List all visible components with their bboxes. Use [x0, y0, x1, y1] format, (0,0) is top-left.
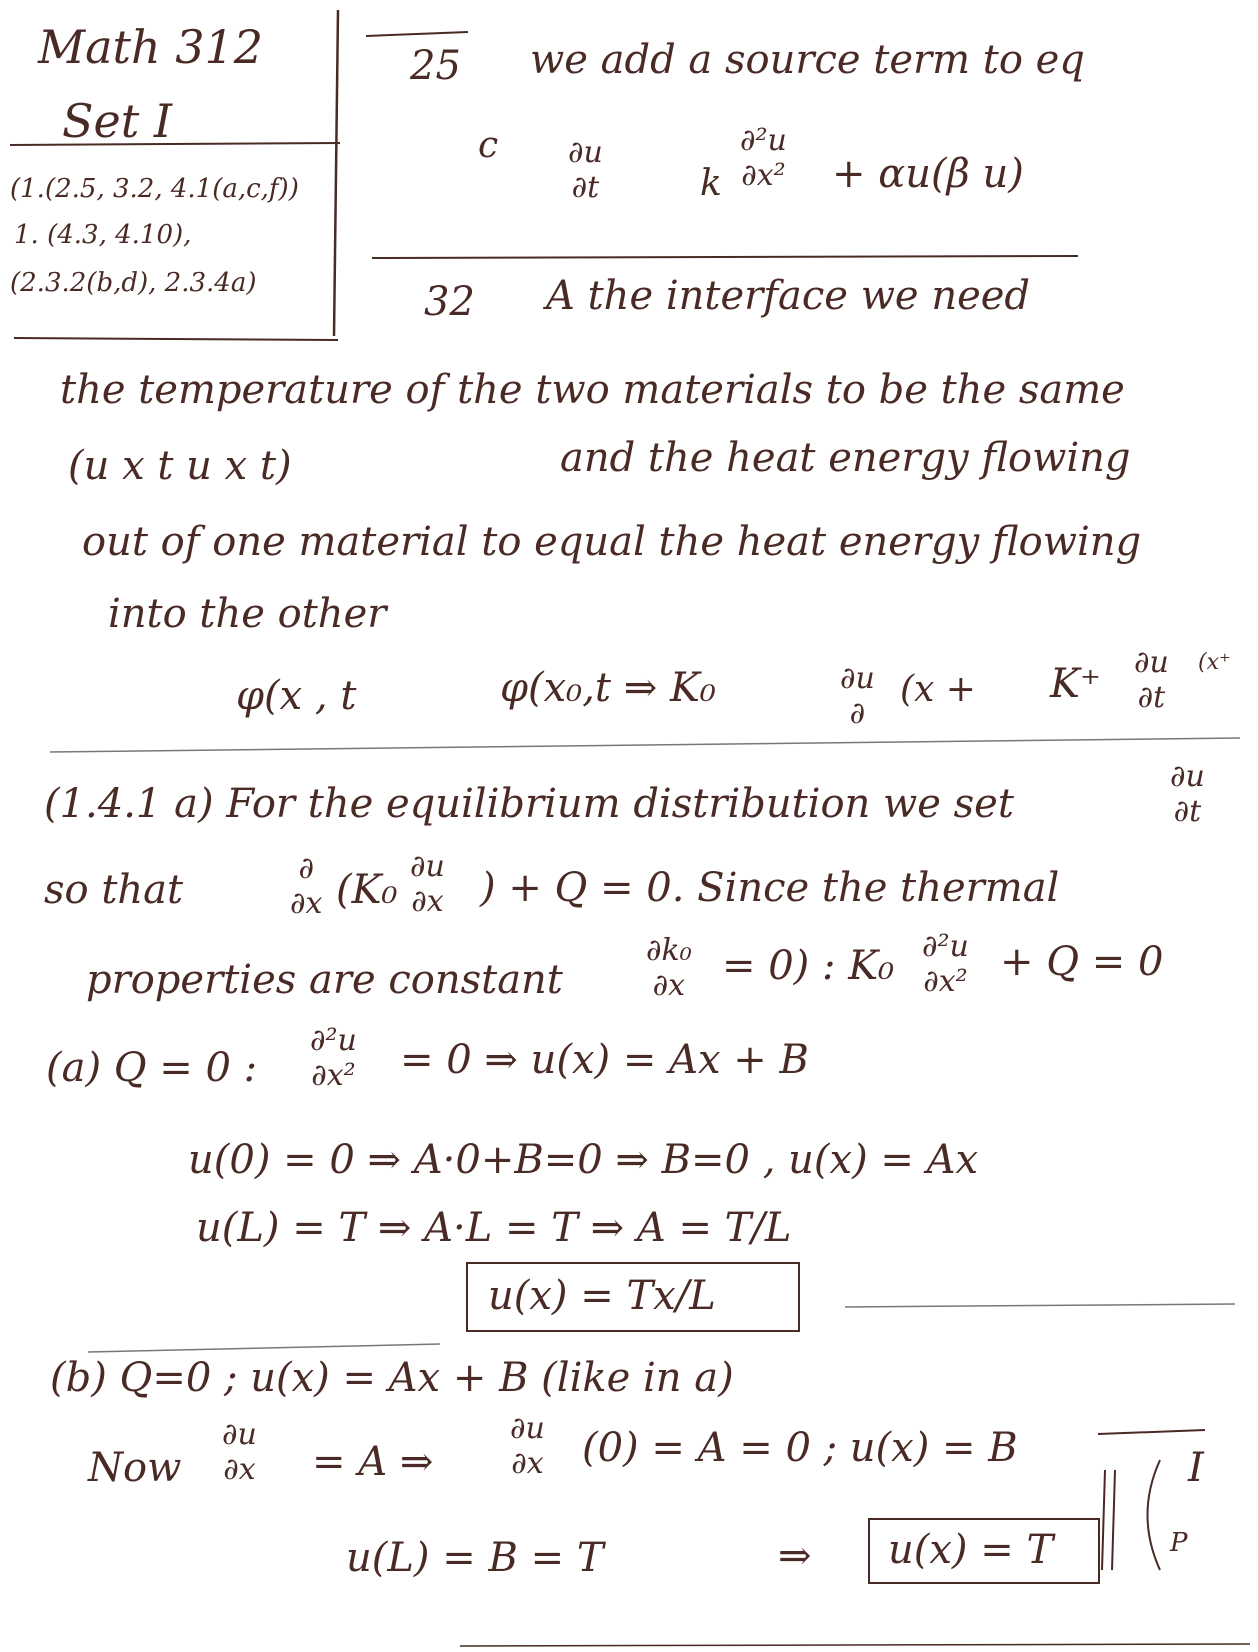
part-b-now: Now	[88, 1445, 182, 1491]
problem-32-xplus: (x⁺	[1198, 650, 1231, 675]
fraction-denominator: ∂t	[571, 169, 600, 205]
fraction-denominator: ∂x	[290, 885, 323, 921]
header-box-divider	[10, 143, 340, 145]
problem-32-du-frac	[840, 662, 875, 731]
problem-25-number: 25	[410, 43, 461, 89]
problem-32-line-3: out of one material to equal the heat energy flowing	[82, 519, 1142, 565]
part-b-arrow: ⇒	[778, 1533, 812, 1579]
edge-paren	[1148, 1460, 1161, 1570]
part-a-bc1: u(0) = 0 ⇒ A·0+B=0 ⇒ B=0 , u(x) = Ax	[188, 1137, 979, 1183]
fraction-denominator: ∂x²	[311, 1057, 356, 1093]
answer-a-box	[466, 1262, 800, 1332]
fraction-denominator: ∂x	[652, 967, 686, 1003]
problem-141-d2u-dx2	[922, 930, 969, 999]
header-box-bottom-line	[14, 338, 338, 340]
part-b-line: (b) Q=0 ; u(x) = Ax + B (like in a)	[50, 1355, 734, 1401]
course-title: Math 312	[38, 20, 264, 74]
fraction-numerator: ∂²u	[310, 1023, 357, 1058]
edge-mark	[1098, 1430, 1205, 1434]
fraction-denominator: ∂t	[1137, 679, 1166, 715]
part-b-du-dx	[222, 1418, 257, 1487]
problem-25-text: we add a source term to eq	[530, 37, 1085, 83]
problem-32-line-4: into the other	[108, 591, 387, 637]
problem-list-line-2: 1. (4.3, 4.10),	[14, 220, 192, 250]
problem-141-plus-q: + Q = 0	[1000, 939, 1164, 985]
part-a-label: (a) Q = 0 :	[46, 1045, 258, 1091]
fraction-numerator: ∂u	[840, 661, 875, 696]
fraction-denominator: ∂x	[223, 1451, 256, 1487]
problem-141-d-dx	[290, 852, 322, 921]
problem-141-k0: (K₀	[336, 867, 398, 913]
part-b-ul: u(L) = B = T	[346, 1535, 604, 1581]
part-a-result: = 0 ⇒ u(x) = Ax + B	[400, 1037, 809, 1083]
fraction-numerator: ∂u	[568, 135, 603, 170]
problem-32-flux-right: φ(x₀,t ⇒ K₀	[500, 665, 716, 711]
fraction-numerator: ∂u	[410, 849, 445, 884]
part-b-now-eq: = A ⇒	[312, 1439, 434, 1485]
bottom-rule	[460, 1644, 1250, 1646]
answer-b-box	[868, 1518, 1100, 1584]
edge-bracket	[1102, 1470, 1115, 1570]
fraction-denominator: ∂x²	[741, 157, 786, 193]
problem-141-eq1: ) + Q = 0. Since the thermal	[480, 865, 1060, 911]
fraction-denominator: ∂t	[1173, 793, 1202, 829]
fraction-numerator: ∂u	[510, 1411, 545, 1446]
fraction-denominator: ∂x	[511, 1445, 544, 1481]
problem-25-dudt	[568, 136, 603, 205]
fraction-numerator: ∂k₀	[646, 933, 692, 968]
top-rule	[366, 32, 468, 36]
fraction-denominator: ∂	[849, 695, 866, 731]
answer-b: u(x) = T	[888, 1527, 1054, 1573]
fraction-denominator: ∂x	[411, 883, 444, 919]
problem-32-line-2a: (u x t u x t)	[68, 443, 292, 489]
problem-32-dudt-frac	[1134, 646, 1169, 715]
edge-letter-i: I	[1188, 1445, 1204, 1491]
fraction-numerator: ∂u	[222, 1417, 257, 1452]
fraction-numerator: ∂	[298, 851, 314, 886]
problem-32-kplus: K⁺	[1050, 661, 1101, 707]
answer-a: u(x) = Tx/L	[488, 1273, 716, 1319]
problem-list-line-1: (1.(2.5, 3.2, 4.1(a,c,f))	[10, 174, 299, 204]
problem-141-zero-k0: = 0) : K₀	[722, 943, 895, 989]
fraction-numerator: ∂u	[1134, 645, 1169, 680]
problem-141-dudt	[1170, 760, 1205, 829]
rule-before-b	[88, 1344, 440, 1352]
problem-25-d2udx2	[740, 124, 787, 193]
rule-after-25	[372, 256, 1078, 258]
problem-141-so-that: so that	[44, 867, 184, 913]
header-box-right-line	[334, 10, 338, 336]
part-a-d2u-dx2	[310, 1024, 357, 1093]
problem-141-line-1: (1.4.1 a) For the equilibrium distribution we set	[44, 781, 1014, 827]
rule-after-32	[50, 738, 1240, 752]
fraction-numerator: ∂u	[1170, 759, 1205, 794]
edge-letter-p: P	[1170, 1528, 1188, 1558]
problem-141-line-3: properties are constant	[86, 957, 563, 1003]
problem-32-line-0: A the interface we need	[546, 273, 1031, 319]
part-b-now-rest: (0) = A = 0 ; u(x) = B	[582, 1425, 1018, 1471]
problem-25-source-term: + αu(β u)	[832, 151, 1024, 197]
fraction-denominator: ∂x²	[923, 963, 968, 999]
part-a-bc2: u(L) = T ⇒ A·L = T ⇒ A = T/L	[196, 1205, 792, 1251]
fraction-numerator: ∂²u	[740, 123, 787, 158]
problem-32-x-plus: (x +	[900, 669, 976, 710]
problem-25-c: c	[478, 125, 499, 166]
problem-141-dk-dx	[646, 934, 692, 1003]
problem-list-line-3: (2.3.2(b,d), 2.3.4a)	[10, 268, 257, 298]
set-title: Set I	[62, 94, 173, 148]
fraction-numerator: ∂²u	[922, 929, 969, 964]
rule-right-of-box	[845, 1304, 1235, 1307]
problem-141-du-dx	[410, 850, 445, 919]
part-b-du-dx-2	[510, 1412, 545, 1481]
problem-32-number: 32	[424, 279, 475, 325]
problem-25-k: k	[700, 163, 722, 204]
problem-32-line-1: the temperature of the two materials to be the same	[60, 367, 1125, 413]
problem-32-line-2b: and the heat energy flowing	[560, 435, 1131, 481]
problem-32-flux-left: φ(x , t	[236, 673, 357, 719]
